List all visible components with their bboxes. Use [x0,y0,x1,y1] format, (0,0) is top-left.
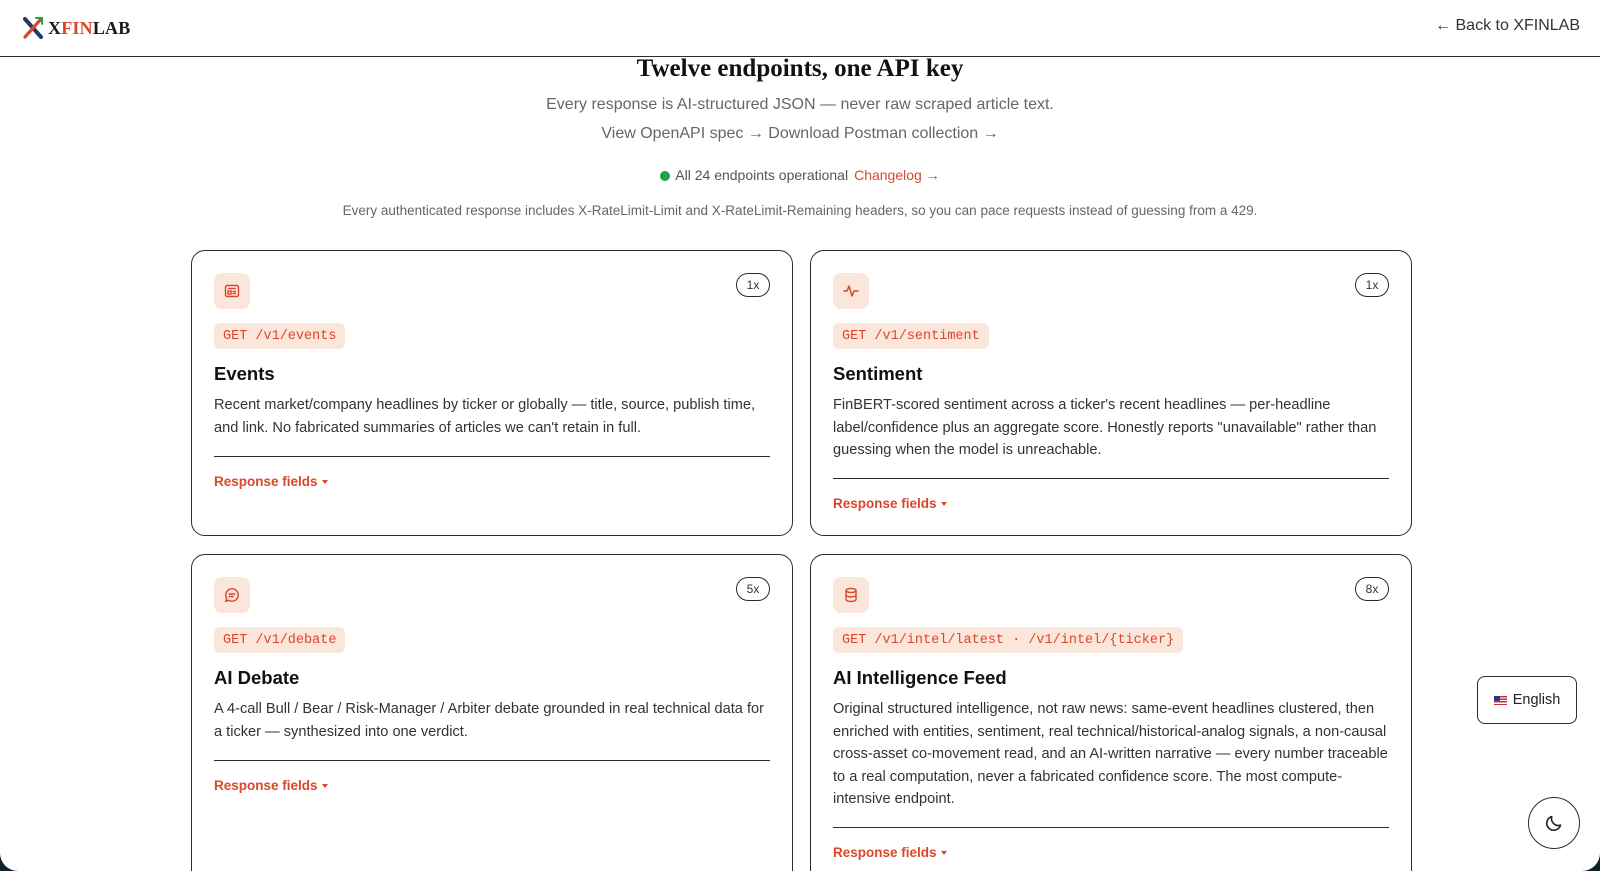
endpoint-card-ai-intelligence-feed [810,554,1412,871]
cost-multiplier-badge: 5x [736,577,770,601]
page-title: Twelve endpoints, one API key [636,55,964,82]
dark-mode-toggle-button[interactable] [1528,797,1580,849]
card-description: Original structured intelligence, not raw news: same-event headlines clustered, then enriched with entities, sentiment, real technical/historical-analog signals, a non-causal cross-asset co-movement read, and an AI-written narrative — every number traceable to a real computation, never a fabricated confidence score. The most compute-intensive endpoint. [833,701,1388,807]
back-to-xfinlab-link[interactable]: ← Back to XFINLAB [1435,17,1580,34]
changelog-link[interactable]: Changelog → [854,167,940,183]
endpoint-path: GET /v1/events [214,323,345,349]
caret-down-icon [322,480,328,484]
doc-links [0,125,1600,143]
response-fields-toggle[interactable]: Response fields [214,778,328,793]
endpoint-path: GET /v1/intel/latest · /v1/intel/{ticker} [833,627,1183,653]
chat-bubble-icon [214,577,250,613]
rate-limit-note: Every authenticated response includes X-RateLimit-Limit and X-RateLimit-Remaining headers, so you can pace requests instead of guessing from a 429. [342,203,1258,218]
xfinlab-logo-icon [22,16,44,40]
card-title: Events [214,363,275,384]
card-description: FinBERT-scored sentiment across a ticker's recent headlines — per-headline label/confidence plus an aggregate score. Honestly reports "unavailable" rather than guessing when the model is unreachable. [833,397,1377,458]
card-title: AI Debate [214,667,300,688]
caret-down-icon [941,851,947,855]
response-fields-toggle[interactable]: Response fields [214,474,328,489]
xfinlab-logo[interactable] [22,15,130,41]
caret-down-icon [941,502,947,506]
response-fields-toggle[interactable]: Response fields [833,496,947,511]
logo-text: XFINLAB [48,17,131,38]
activity-icon [833,273,869,309]
cost-multiplier-badge: 1x [1355,273,1389,297]
endpoint-path: GET /v1/debate [214,627,345,653]
response-fields-toggle[interactable]: Response fields [833,845,947,860]
us-flag-icon [1494,696,1507,705]
postman-collection-link[interactable]: Download Postman collection → [768,125,999,142]
page-subtitle: Every response is AI-structured JSON — never raw scraped article text. [546,96,1054,113]
card-divider [214,760,770,761]
newspaper-icon [214,273,250,309]
card-divider [833,478,1389,479]
card-divider [833,827,1389,828]
endpoint-card-ai-debate [191,554,793,871]
top-header [0,0,1600,57]
card-divider [214,456,770,457]
moon-icon [1543,812,1565,834]
caret-down-icon [322,784,328,788]
card-title: AI Intelligence Feed [833,667,1007,688]
card-title: Sentiment [833,363,923,384]
status-text: All 24 endpoints operational [675,167,849,183]
database-icon [833,577,869,613]
language-selector-button[interactable] [1477,676,1577,724]
endpoint-card-sentiment [810,250,1412,536]
card-description: Recent market/company headlines by ticker or globally — title, source, publish time, and link. No fabricated summaries of articles we can't retain in full. [214,397,756,436]
endpoint-path: GET /v1/sentiment [833,323,989,349]
card-description: A 4-call Bull / Bear / Risk-Manager / Arbiter debate grounded in real technical data for a ticker — synthesized into one verdict. [214,701,764,740]
cost-multiplier-badge: 1x [736,273,770,297]
openapi-spec-link[interactable]: View OpenAPI spec → [601,125,764,142]
endpoint-card-events [191,250,793,536]
status-row [0,167,1600,183]
cost-multiplier-badge: 8x [1355,577,1389,601]
language-label: English [1512,692,1561,708]
status-dot-icon [660,171,670,181]
